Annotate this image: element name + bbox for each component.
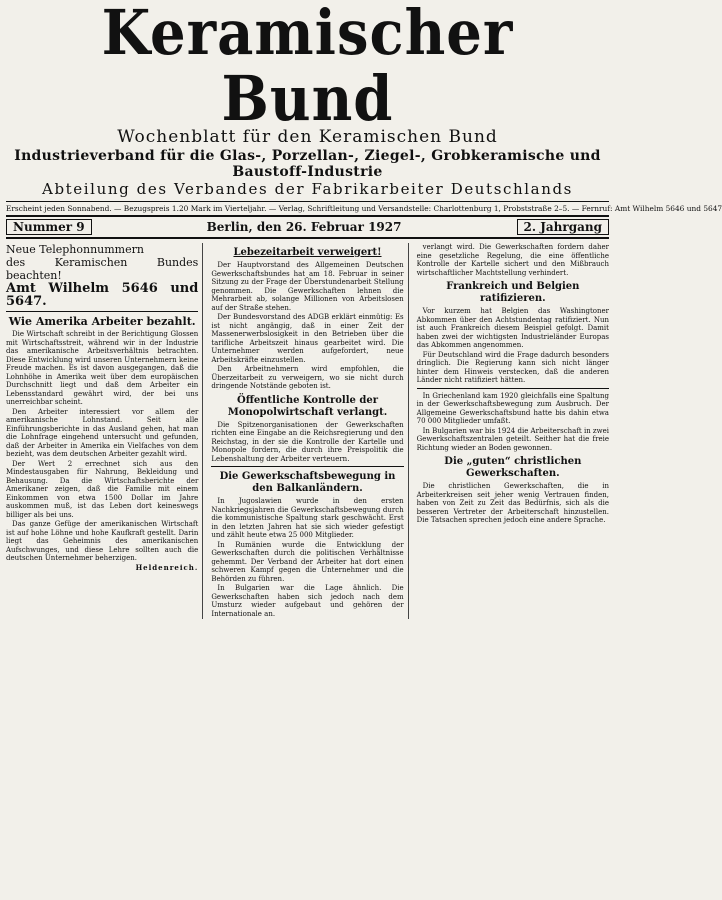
article-title: Wie Amerika Arbeiter bezahlt. <box>8 315 196 328</box>
article-paragraph: Der Bundesvorstand des ADGB erklärt einmütig: Es ist nicht angängig, daß in einer Zeit der Massenerwerbslosigkeit in den Betrieben über die tarifliche Arbeitszeit hinaus gearbeitet wird. Die Unternehmer werden aufgefordert, neue Arbeitskräfte einzustellen. <box>211 313 404 364</box>
article-title: Die Gewerkschaftsbewegung in den Balkanländern. <box>219 471 396 494</box>
article-title: Die „guten“ christlichen Gewerkschaften. <box>444 456 582 479</box>
phone-notice-line2: des Keramischen Bundes beachten! <box>6 256 199 282</box>
issue-bar <box>6 215 609 239</box>
column-middle <box>211 243 408 619</box>
issue-year: 2. Jahrgang <box>517 219 610 235</box>
article-paragraph: Für Deutschland wird die Frage dadurch besonders dringlich. Die Regierung kann sich nicht länger hinter dem Hinweis verstecken, daß die anderen Länder nicht ratifiziert hätten. <box>416 350 609 384</box>
article-signature: Heldenreich. <box>135 562 199 572</box>
article-paragraph: Vor kurzem hat Belgien das Washingtoner Abkommen über den Achtstundentag ratifiziert. Nun ist auch Frankreich diesem Beispiel gefolgt. Damit haben zwei der wichtigsten Industrieländer Europas das Abkommen angenommen. <box>416 307 609 349</box>
issue-number: Nummer 9 <box>6 219 92 235</box>
divider <box>211 466 403 467</box>
article-paragraph: In Rumänien wurde die Entwicklung der Gewerkschaften durch die politischen Verhältnisse gehemmt. Der Verband der Arbeiter hat dort einen schweren Kampf gegen die Unternehmer und die Behörden zu führen. <box>211 540 404 583</box>
article-title: Frankreich und Belgien ratifizieren. <box>446 281 580 304</box>
column-left <box>6 243 203 619</box>
article-paragraph: Der Wert 2 errechnet sich aus den Mindestausgaben für Nahrung, Bekleidung und Behausung. Da die Wirtschaftsberichte der Amerikaner zeigen, daß die Familie mit einem Einkommen von etwa 1500 Dollar im Jahre auskommen muß, ist das Leben dort keineswegs billiger als bei uns. <box>6 459 199 519</box>
issue-date: Berlin, den 26. Februar 1927 <box>206 220 402 234</box>
article-paragraph: Die Wirtschaft schreibt in der Berichtigung Glossen mit Wirtschaftsstreit, während wir in der Industrie das amerikanische Arbeitsverhältnis betrachten. Diese Entwicklung wird unseren Unternehmern keine Freude machen. Es ist davon ausgegangen, daß die Lohnhöhe in Amerika weit über dem europäischen Durchschnitt liegt und daß dem Arbeiter ein Lebensstandard gewährt wird, der bei uns unerreichbar scheint. <box>6 330 199 406</box>
article-paragraph: Das ganze Gefüge der amerikanischen Wirtschaft ist auf hohe Löhne und hohe Kaufkraft gestellt. Darin liegt das Geheimnis des amerikanischen Aufschwunges, und diese Lehre sollten auch die deutschen Unternehmer beherzigen. <box>6 520 199 562</box>
article-paragraph: In Jugoslawien wurde in den ersten Nachkriegsjahren die Gewerkschaftsbewegung durch die kommunistische Spaltung stark geschwächt. Erst in den letzten Jahren hat sie sich wieder gefestigt und zählt heute etwa 25 000 Mitglieder. <box>211 497 404 539</box>
phone-notice <box>6 243 198 312</box>
column-right <box>417 243 609 619</box>
article-paragraph: Den Arbeiter interessiert vor allem der amerikanische Lohnstand. Seit alle Einführungsberichte in das Ausland gehen, hat man die Lohnfrage eingehend untersucht und gefunden, daß der Arbeiter in Amerika ein Vielfaches von dem bezieht, was dem deutschen Arbeiter gezahlt wird. <box>6 407 199 458</box>
article-title: Öffentliche Kontrolle der Monopolwirtschaft verlangt. <box>227 394 388 418</box>
publication-info: Erscheint jeden Sonnabend. — Bezugspreis 1.20 Mark im Vierteljahr. — Verlag, Schriftleitung und Versandstelle: Charlottenburg 1, Probststraße 2–5. — Fernruf: Amt Wilhelm 5646 und 5647 <box>6 201 609 215</box>
phone-notice-line1: Neue Telephonnummern <box>6 243 144 256</box>
article-columns <box>6 243 609 619</box>
article-paragraph: In Bulgarien war die Lage ähnlich. Die Gewerkschaften haben sich jedoch nach dem Umsturz wieder aufgebaut und gehören der Internationale an. <box>211 584 404 618</box>
article-paragraph: Die Spitzenorganisationen der Gewerkschaften richten eine Eingabe an die Reichsregierung und den Reichstag, in der sie die Kontrolle der Kartelle und Monopole fordern, die durch ihre Preispolitik die Lebenshaltung der Arbeiter verteuern. <box>211 420 404 463</box>
association-line: Abteilung des Verbandes der Fabrikarbeiter Deutschlands <box>42 180 573 198</box>
article-paragraph: In Bulgarien war bis 1924 die Arbeiterschaft in zwei Gewerkschaftszentralen geteilt. Seither hat die freie Richtung wieder an Boden gewonnen. <box>416 426 609 452</box>
divider <box>417 388 609 389</box>
article-paragraph: Der Hauptvorstand des Allgemeinen Deutschen Gewerkschaftsbundes hat am 18. Februar in seiner Sitzung zu der Frage der Überstundenarbeit Stellung genommen. Die Gewerkschaften lehnen die Mehrarbeit ab, solange Millionen von Arbeitslosen auf der Straße stehen. <box>211 261 404 312</box>
article-paragraph: Den Arbeitnehmern wird empfohlen, die Überzeitarbeit zu verweigern, wo sie nicht durch dringende Notstände geboten ist. <box>211 365 404 390</box>
article-paragraph: verlangt wird. Die Gewerkschaften fordern daher eine gesetzliche Regelung, die eine öffentliche Kontrolle der Kartelle sichert und den Mißbrauch wirtschaftlicher Machtstellung verhindert. <box>416 243 609 277</box>
industry-line: Industrieverband für die Glas-, Porzellan-, Ziegel-, Grobkeramische und Baustoff-Industrie <box>14 148 601 180</box>
article-paragraph: Die christlichen Gewerkschaften, die in Arbeiterkreisen seit jeher wenig Vertrauen finden, haben von Zeit zu Zeit das Bedürfnis, sich als die besseren Vertreter der Arbeiterschaft hinzustellen. Die Tatsachen sprechen jedoch eine andere Sprache. <box>416 482 609 524</box>
phone-notice-line3: Amt Wilhelm 5646 und 5647. <box>6 281 199 309</box>
article-paragraph: In Griechenland kam 1920 gleichfalls eine Spaltung in der Gewerkschaftsbewegung zum Ausbruch. Der Allgemeine Gewerkschaftsbund hatte bis dahin etwa 70 000 Mitglieder umfaßt. <box>416 391 609 425</box>
article-title: Lebezeitarbeit verweigert! <box>233 247 382 258</box>
masthead <box>6 0 609 198</box>
newspaper-title: Keramischer Bund <box>101 0 514 136</box>
newspaper-subtitle: Wochenblatt für den Keramischen Bund <box>117 127 498 147</box>
